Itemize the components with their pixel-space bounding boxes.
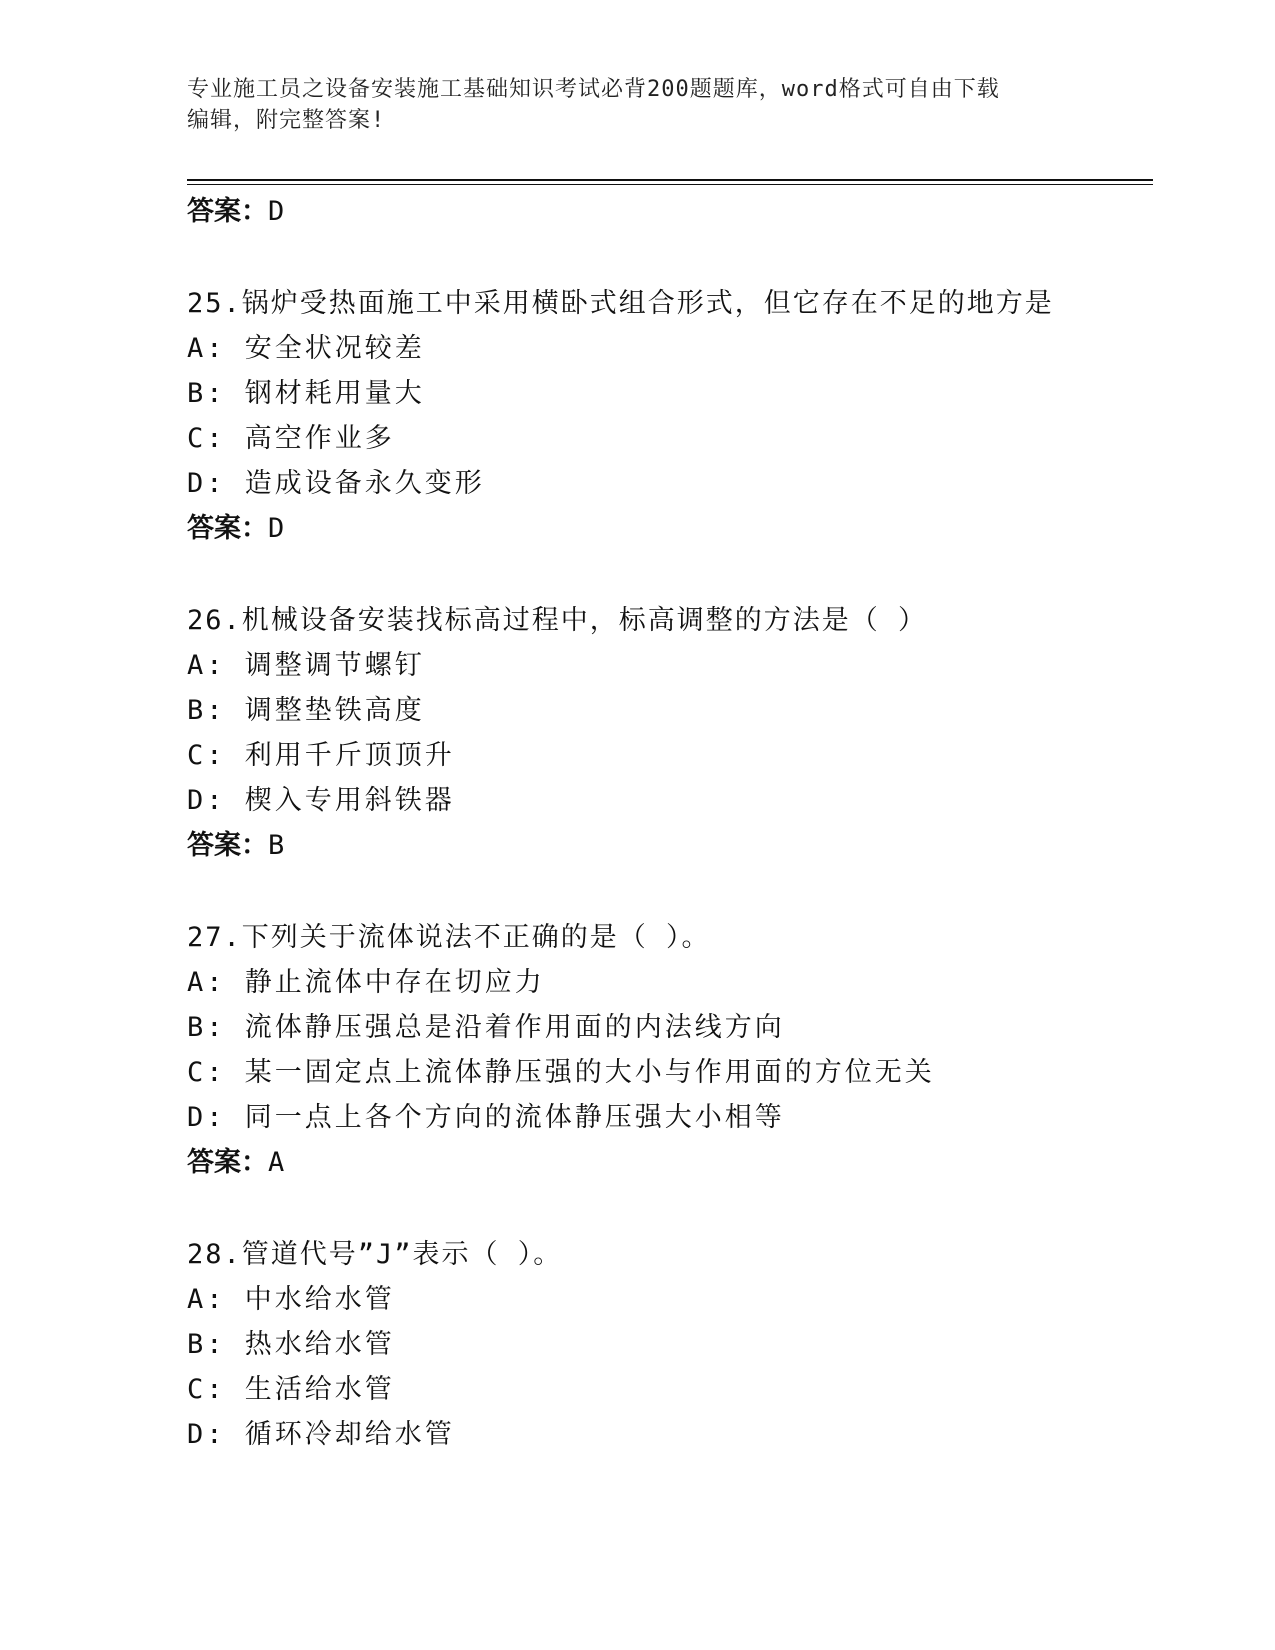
spacer — [187, 868, 1153, 915]
option-b: B: 调整垫铁高度 — [187, 695, 425, 726]
option-d: D: 楔入专用斜铁器 — [187, 785, 455, 816]
answer-value: B — [268, 830, 285, 861]
spacer — [187, 1185, 1153, 1232]
question-stem: 25.锅炉受热面施工中采用横卧式组合形式，但它存在不足的地方是 — [187, 288, 1054, 319]
question-block — [187, 915, 1153, 1185]
answer-label: 答案： — [187, 1147, 268, 1178]
option-a: A: 中水给水管 — [187, 1284, 395, 1315]
option-a: A: 静止流体中存在切应力 — [187, 967, 545, 998]
option-d: D: 造成设备永久变形 — [187, 468, 485, 499]
header-line-2: 编辑，附完整答案! — [187, 108, 386, 133]
header-line-1: 专业施工员之设备安装施工基础知识考试必背200题题库，word格式可自由下载 — [187, 77, 1000, 102]
option-a: A: 安全状况较差 — [187, 333, 425, 364]
page-header — [187, 74, 1087, 136]
question-block — [187, 1232, 1153, 1457]
question-list — [187, 189, 1153, 1457]
header-divider-thick — [187, 179, 1153, 181]
answer-value: D — [268, 196, 285, 227]
option-c: C: 生活给水管 — [187, 1374, 395, 1405]
answer-value: D — [268, 513, 285, 544]
header-divider-thin — [187, 184, 1153, 185]
option-c: C: 某一固定点上流体静压强的大小与作用面的方位无关 — [187, 1057, 935, 1088]
option-a: A: 调整调节螺钉 — [187, 650, 425, 681]
answer-label: 答案： — [187, 830, 268, 861]
question-stem: 27.下列关于流体说法不正确的是（ ）。 — [187, 922, 711, 953]
spacer — [187, 234, 1153, 281]
question-block — [187, 281, 1153, 551]
option-d: D: 同一点上各个方向的流体静压强大小相等 — [187, 1102, 785, 1133]
option-d: D: 循环冷却给水管 — [187, 1419, 455, 1450]
answer-label: 答案： — [187, 196, 268, 227]
answer-line — [187, 506, 1153, 551]
answer-value: A — [268, 1147, 285, 1178]
answer-label: 答案： — [187, 513, 268, 544]
question-stem: 26.机械设备安装找标高过程中，标高调整的方法是（ ） — [187, 605, 928, 636]
answer-line — [187, 823, 1153, 868]
question-stem: 28.管道代号”J”表示（ ）。 — [187, 1239, 563, 1270]
answer-line — [187, 1140, 1153, 1185]
question-block — [187, 598, 1153, 868]
option-b: B: 流体静压强总是沿着作用面的内法线方向 — [187, 1012, 785, 1043]
option-c: C: 利用千斤顶顶升 — [187, 740, 455, 771]
option-c: C: 高空作业多 — [187, 423, 395, 454]
option-b: B: 热水给水管 — [187, 1329, 395, 1360]
option-b: B: 钢材耗用量大 — [187, 378, 425, 409]
spacer — [187, 551, 1153, 598]
answer-line — [187, 189, 1153, 234]
